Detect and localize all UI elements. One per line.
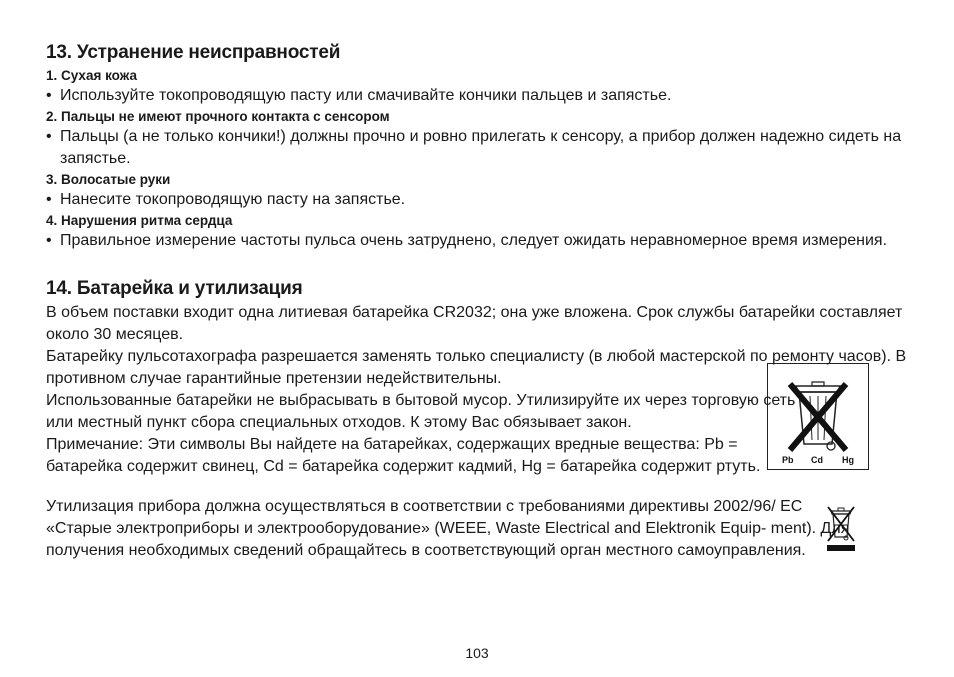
paragraph-battery-included: В объем поставки входит одна литиевая батарейка CR2032; она уже вложена. Срок службы батарейки составляет около 30 месяцев. [46, 304, 903, 343]
list-item-text: Пальцы (а не только кончики!) должны прочно и ровно прилегать к сенсору, а прибор должен надежно сидеть на запястье. [60, 128, 902, 167]
bullet-marker: • [46, 191, 52, 208]
subheading-dry-skin: 1. Сухая кожа [46, 68, 137, 83]
paragraph-battery-disposal: Использованные батарейки не выбрасывать в бытовой мусор. Утилизируйте их через торговую сеть или местный пункт сбора специальных отходов. К этому Вас обязывает закон. [46, 392, 796, 431]
section-14-title: 14. Батарейка и утилизация [46, 278, 303, 299]
mercury-label: Hg [842, 455, 854, 465]
lead-label: Pb [782, 455, 794, 465]
document-page [46, 40, 908, 562]
battery-disposal-symbol [767, 363, 869, 470]
subheading-no-contact: 2. Пальцы не имеют прочного контакта с сенсором [46, 109, 390, 124]
subheading-arrhythmia: 4. Нарушения ритма сердца [46, 213, 233, 228]
paragraph-weee-disposal: Утилизация прибора должна осуществляться в соответствии с требованиями директивы 2002/96/ EC «Старые электроприборы и электрооборудование» (WEEE, Waste Electrical and Elektronik Equip- ment). Для получения необходимых сведений обращайтесь в соответствующий орган местного самоуправления. [46, 498, 850, 559]
page-number: 103 [465, 645, 489, 661]
bullet-marker: • [46, 87, 52, 104]
subheading-hairy-arms: 3. Волосатые руки [46, 172, 171, 187]
weee-symbol [823, 501, 859, 555]
list-item [46, 230, 908, 252]
crossed-bin-icon [768, 364, 868, 469]
list-item [46, 85, 908, 107]
list-item-text: Нанесите токопроводящую пасту на запястье. [60, 191, 406, 208]
bullet-marker: • [46, 128, 52, 145]
list-item-text: Правильное измерение частоты пульса очень затруднено, следует ожидать неравномерное время измерения. [60, 232, 888, 249]
list-item [46, 189, 908, 211]
list-item-text: Используйте токопроводящую пасту или смачивайте кончики пальцев и запястье. [60, 87, 672, 104]
bullet-marker: • [46, 232, 52, 249]
paragraph-battery-replacement: Батарейку пульсотахографа разрешается заменять только специалисту (в любой мастерской по ремонту часов). В противном случае гарантийные претензии недействительны. [46, 348, 907, 387]
weee-bin-icon [823, 501, 859, 555]
section-13-title: 13. Устранение неисправностей [46, 42, 341, 63]
list-item [46, 126, 908, 170]
cadmium-label: Cd [811, 455, 823, 465]
paragraph-hazard-note: Примечание: Эти символы Вы найдете на батарейках, содержащих вредные вещества: Pb = батарейка содержит свинец, Cd = батарейка содержит кадмий, Hg = батарейка содержит ртуть. [46, 436, 761, 475]
